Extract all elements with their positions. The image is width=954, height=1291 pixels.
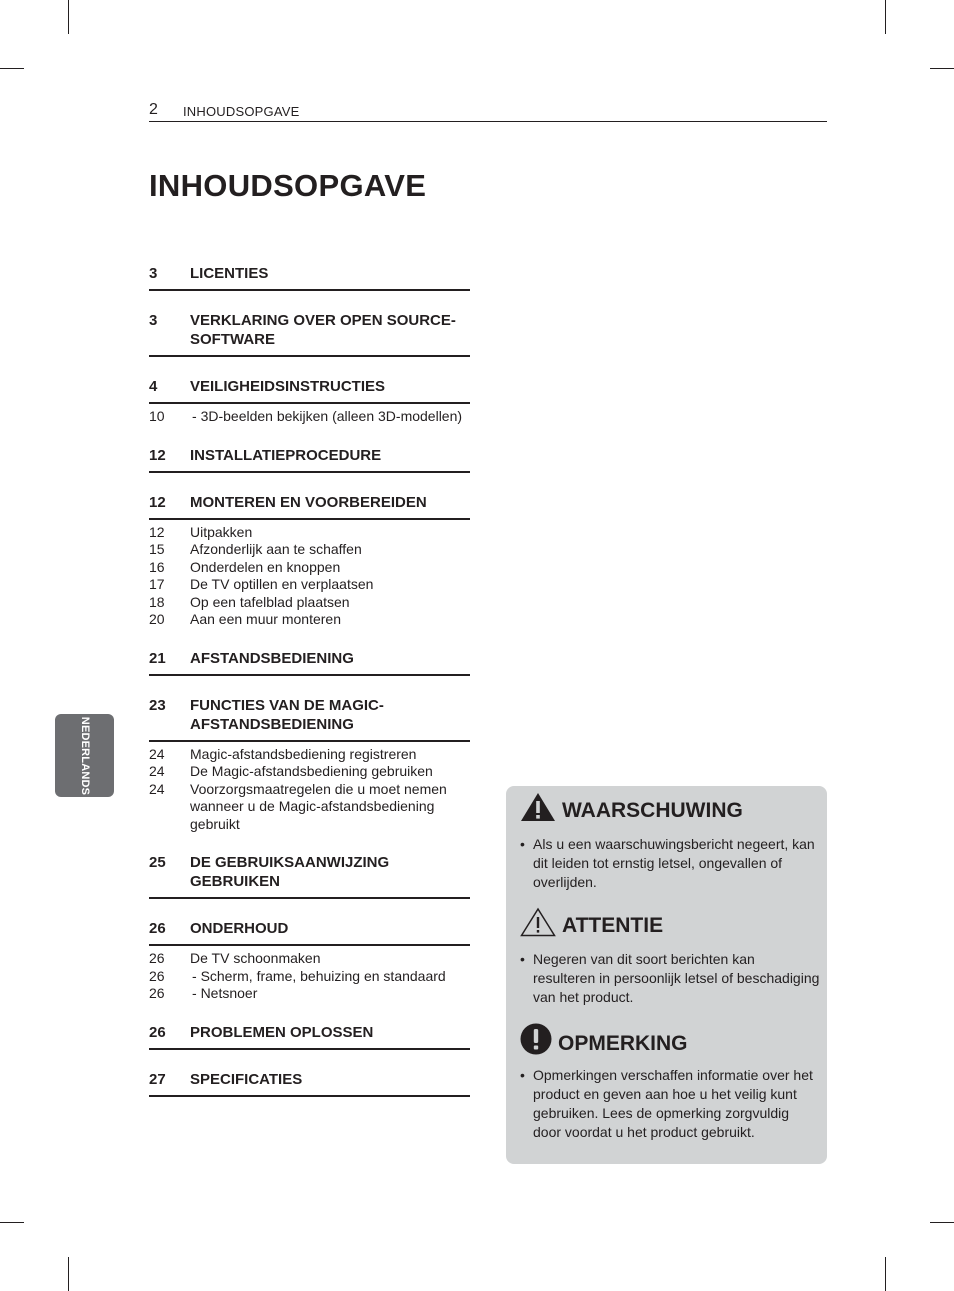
toc-page-number: 12 — [149, 523, 165, 540]
toc-section-heading — [149, 264, 470, 291]
toc-section — [149, 1070, 470, 1097]
toc-sub-list — [149, 520, 470, 629]
crop-mark — [885, 1257, 886, 1291]
toc-page-number: 15 — [149, 541, 165, 557]
toc-page-number: 26 — [149, 967, 165, 984]
toc-page-number: 21 — [149, 649, 166, 667]
toc-sub-entry — [149, 781, 470, 834]
toc-page-number: 24 — [149, 763, 165, 779]
toc-section-title: FUNCTIES VAN DE MAGIC-AFSTANDSBEDIENING — [190, 696, 384, 733]
notice-box — [506, 786, 827, 1164]
caution-outline-triangle-icon — [520, 907, 556, 937]
toc-page-number: 24 — [149, 780, 165, 797]
warning-body: Als u een waarschuwingsbericht negeert, kan dit leiden tot ernstig letsel, ongevallen of overlijden. — [533, 836, 815, 890]
toc-section — [149, 1023, 470, 1050]
warning-filled-triangle-icon — [520, 792, 556, 822]
toc-section — [149, 377, 470, 404]
toc-sub-entry — [149, 763, 470, 781]
toc-section-heading — [149, 446, 470, 473]
toc-page-number: 18 — [149, 593, 165, 610]
bullet: • — [520, 1067, 525, 1083]
header-rule — [149, 121, 827, 122]
toc-sub-list — [149, 946, 470, 1003]
toc-sub-list — [149, 404, 470, 426]
toc-section-heading — [149, 696, 470, 742]
toc-entry-title: Magic-afstandsbediening registreren — [190, 745, 417, 762]
toc-section — [149, 919, 470, 946]
toc-sub-entry — [149, 559, 470, 577]
toc-page-number: 4 — [149, 378, 158, 395]
toc-page-number: 23 — [149, 696, 166, 714]
toc-page-number: 16 — [149, 558, 165, 575]
toc-page-number: 10 — [149, 408, 165, 424]
running-header: INHOUDSOPGAVE — [183, 104, 300, 119]
toc-section-title: INSTALLATIEPROCEDURE — [190, 446, 382, 464]
note-body: Opmerkingen verschaffen informatie over het product en geven aan hoe u het veilig kunt gebruiken. Lees de opmerking zorgvuldig door voordat u het product gebruikt. — [533, 1067, 813, 1140]
toc-page-number: 12 — [149, 493, 166, 511]
toc-entry-title: - Scherm, frame, behuizing en standaard — [190, 968, 470, 986]
toc-page-number: 3 — [149, 265, 158, 282]
toc-section — [149, 264, 470, 291]
toc-page-number: 24 — [149, 745, 165, 762]
crop-mark — [0, 68, 24, 69]
page-title: INHOUDSOPGAVE — [149, 168, 427, 203]
language-label: NEDERLANDS — [78, 716, 91, 795]
toc-entry-title: De TV optillen en verplaatsen — [190, 576, 374, 592]
toc-entry-title: De Magic-afstandsbediening gebruiken — [190, 763, 433, 779]
toc-section-heading — [149, 1070, 470, 1097]
note-heading: OPMERKING — [558, 1032, 688, 1055]
toc-page-number: 17 — [149, 576, 165, 592]
warning-header — [520, 792, 743, 822]
toc-sub-entry — [149, 541, 470, 559]
toc-sub-entry — [149, 524, 470, 542]
crop-mark — [885, 0, 886, 34]
caution-text — [520, 950, 820, 1007]
toc-page-number: 26 — [149, 985, 165, 1001]
toc-section — [149, 446, 470, 473]
toc-sub-list — [149, 742, 470, 834]
toc-entry-title: - 3D-beelden bekijken (alleen 3D-modellen) — [190, 408, 470, 426]
toc-sub-entry — [149, 408, 470, 426]
toc-entry-title: Aan een muur monteren — [190, 611, 341, 627]
caution-body: Negeren van dit soort berichten kan resulteren in persoonlijk letsel of beschadiging van het product. — [533, 951, 820, 1005]
toc-page-number: 26 — [149, 950, 165, 966]
toc-page-number: 12 — [149, 446, 166, 464]
toc-page-number: 26 — [149, 920, 166, 937]
exclamation-circle-icon — [520, 1023, 552, 1055]
toc-sub-entry — [149, 594, 470, 612]
toc-section — [149, 649, 470, 676]
bullet: • — [520, 951, 525, 967]
toc-section-title: AFSTANDSBEDIENING — [190, 649, 354, 667]
note-header — [520, 1023, 688, 1055]
toc-sub-entry — [149, 576, 470, 594]
crop-mark — [930, 68, 954, 69]
toc-section-title: DE GEBRUIKSAANWIJZING GEBRUIKEN — [190, 854, 390, 890]
toc-sub-entry — [149, 985, 470, 1003]
toc-section-heading — [149, 1023, 470, 1050]
page-number: 2 — [149, 101, 158, 118]
toc-entry-title: Op een tafelblad plaatsen — [190, 593, 350, 610]
toc-sub-entry — [149, 746, 470, 764]
caution-header — [520, 907, 663, 937]
toc-section — [149, 696, 470, 742]
toc-sub-entry — [149, 950, 470, 968]
crop-mark — [930, 1222, 954, 1223]
toc-section-heading — [149, 919, 470, 946]
toc-entry-title: Onderdelen en knoppen — [190, 558, 341, 575]
toc-section-title: PROBLEMEN OPLOSSEN — [190, 1023, 374, 1041]
toc-entry-title: Voorzorgsmaatregelen die u moet nemen wanneer u de Magic-afstandsbediening gebruikt — [190, 780, 447, 832]
crop-mark — [0, 1222, 24, 1223]
toc-page-number: 25 — [149, 854, 166, 871]
toc-section-title: ONDERHOUD — [190, 920, 289, 937]
toc-page-number: 20 — [149, 611, 165, 627]
toc-section-heading — [149, 311, 470, 357]
toc-section-title: LICENTIES — [190, 265, 269, 282]
toc-section-heading — [149, 853, 470, 899]
toc-sub-entry — [149, 611, 470, 629]
toc-entry-title: Uitpakken — [190, 523, 253, 540]
toc-section-title: MONTEREN EN VOORBEREIDEN — [190, 493, 427, 511]
note-text — [520, 1066, 820, 1142]
caution-heading: ATTENTIE — [562, 914, 664, 937]
language-side-tab — [55, 714, 114, 797]
toc-entry-title: De TV schoonmaken — [190, 950, 321, 966]
toc-section-heading — [149, 377, 470, 404]
toc-entry-title: Afzonderlijk aan te schaffen — [190, 541, 362, 557]
crop-mark — [68, 0, 69, 34]
toc-section-heading — [149, 493, 470, 520]
warning-text — [520, 835, 820, 892]
toc-sub-entry — [149, 968, 470, 986]
crop-mark — [68, 1257, 69, 1291]
toc-section — [149, 853, 470, 899]
toc-page-number: 27 — [149, 1070, 166, 1088]
toc-section — [149, 311, 470, 357]
toc-section-title: VERKLARING OVER OPEN SOURCE-SOFTWARE — [190, 312, 456, 348]
warning-heading: WAARSCHUWING — [562, 799, 743, 822]
toc-section-title: VEILIGHEIDSINSTRUCTIES — [190, 378, 386, 395]
toc-section — [149, 493, 470, 520]
toc-section-title: SPECIFICATIES — [190, 1070, 303, 1088]
table-of-contents — [149, 264, 470, 1117]
toc-page-number: 3 — [149, 312, 158, 329]
bullet: • — [520, 836, 525, 852]
toc-entry-title: - Netsnoer — [190, 985, 470, 1003]
toc-page-number: 26 — [149, 1023, 166, 1041]
toc-section-heading — [149, 649, 470, 676]
